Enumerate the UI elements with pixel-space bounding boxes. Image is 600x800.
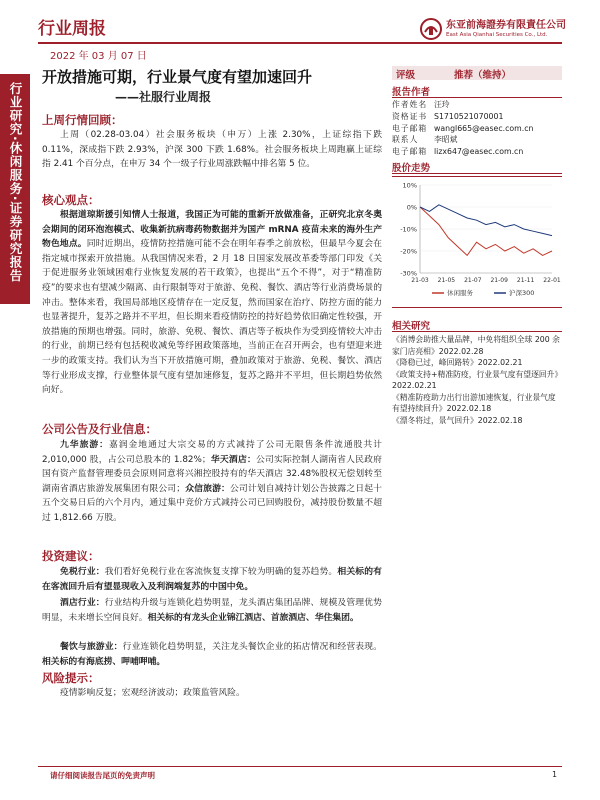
advice-item-text: 行业结构升级与连锁化趋势明显，龙头酒店集团品牌、规模及管理优势明显，未来增长空间良好。 — [42, 598, 382, 623]
related-item[interactable]: 《精准防疫助力出行出游加速恢复，行业景气度有望持续回升》2022.02.18 — [392, 392, 556, 413]
chart-heading: 股价走势 — [392, 160, 562, 174]
analyst-email[interactable]: wangl665@easec.com.cn — [434, 123, 534, 133]
report-date: 2022 年 03 月 07 日 — [50, 51, 147, 62]
news-item-name: 华天酒店： — [210, 454, 256, 465]
chart-series-line — [420, 205, 552, 236]
analyst-value: 汪玲 — [434, 100, 450, 109]
advice-duty-free — [42, 565, 382, 594]
chart-xtick-label: 21-03 — [411, 277, 429, 284]
report-type-label: 行业周报 — [38, 19, 106, 39]
rating-bar — [392, 66, 562, 80]
sidebar-text: 行业研究·休闲服务·证券研究报告 — [8, 82, 23, 283]
advice-item-targets: 相关标的有龙头企业锦江酒店、首旅酒店、华住集团。 — [147, 612, 359, 623]
news-paragraph — [42, 438, 382, 526]
review-paragraph: 上周（02.28-03.04）社会服务板块（申万）上涨 2.30%，上证综指下跌 0.11%，深成指下跌 2.93%，沪深 300 下跌 1.68%。社会服务板块上周跑赢上证综指 2.41 个百分点，在申万 34 个一级子行业周涨跌幅中排名第 5 位。 — [42, 130, 382, 170]
related-item[interactable]: 《漂冬将过，景气回升》2022.02.18 — [392, 415, 523, 425]
chart-xtick-label: 21-11 — [516, 277, 535, 284]
advice-catering-tourism — [42, 640, 382, 669]
related-item[interactable]: 《降稳已过，峰回路转》2022.02.21 — [392, 358, 523, 367]
analyst-row — [392, 123, 562, 135]
analyst-key: 联系人 — [392, 135, 419, 145]
disclaimer-note: 请仔细阅读报告尾页的免责声明 — [50, 771, 155, 780]
analyst-key: 资格证书 — [392, 111, 428, 121]
chart-ytick-label: -20% — [400, 247, 417, 256]
risk-heading: 风险提示： — [42, 671, 100, 685]
analyst-row — [392, 111, 562, 123]
chart-ytick-label: -30% — [400, 269, 417, 278]
related-heading: 相关研究 — [392, 318, 562, 332]
analyst-row — [392, 99, 562, 111]
related-item[interactable]: 《政策支持+精准防疫，行业景气度有望逐回升》2022.02.21 — [392, 369, 559, 390]
report-subtitle: ——社服行业周报 — [115, 90, 212, 104]
news-item-text: 公司计划自减持计划公告披露之日起十五个交易日后的六个月内，通过集中竞价方式减持公司已回购股份，减持股份数量不超过 1,812.66 万股。 — [42, 483, 382, 523]
analyst-key: 电子邮箱 — [392, 147, 428, 157]
news-item-name: 九华旅游： — [60, 440, 109, 450]
stock-chart-box — [392, 176, 562, 308]
logo-chinese-name: 东亚前海證券有限責任公司 — [446, 19, 566, 31]
logo-mark-icon — [420, 18, 442, 40]
rating-label: 评级 — [396, 70, 416, 81]
advice-item-text: 我们看好免税行业在客流恢复支撑下较为明确的复苏趋势。 — [104, 567, 338, 577]
news-item-text: 嘉润金地通过大宗交易的方式减持了公司无限售条件流通股共计 2,010,000 股，占公司总股本的 1.82%； — [42, 440, 382, 465]
advice-item-name: 酒店行业： — [60, 598, 105, 608]
advice-item-name: 免税行业： — [60, 567, 105, 577]
chart-xtick-label: 22-01 — [543, 277, 561, 284]
chart-ytick-label: 0% — [406, 203, 417, 212]
page-number: 1 — [552, 770, 558, 779]
advice-item-text: 行业连锁化趋势明显，关注龙头餐饮企业的拓店情况和经营表现。 — [122, 642, 382, 652]
analyst-value: 李昭斌 — [434, 135, 458, 145]
core-view-paragraph — [42, 208, 382, 398]
advice-item-targets: 相关标的有在客流回升后有望显现收入及利润端复苏的中国中免。 — [42, 567, 382, 592]
advice-hotel — [42, 596, 382, 625]
news-heading: 公司公告及行业信息： — [42, 422, 157, 436]
category-sidebar — [0, 74, 30, 304]
core-view-highlight: 根据道琼斯援引知情人士报道，我国正为可能的重新开放做准备，正研究北京冬奥会期间的闭环泡泡模式、收集新抗病毒药物数据并为国产 mRNA 疫苗未来的海外生产物色地点。 — [42, 210, 382, 250]
chart-legend-label: 沪深300 — [509, 289, 535, 297]
stock-price-chart — [392, 177, 562, 305]
logo-english-name: East Asia Qianhai Securities Co., Ltd. — [446, 31, 548, 38]
analyst-row — [392, 146, 562, 158]
advice-item-targets: 相关标的有海底捞、呷哺呷哺。 — [42, 656, 166, 667]
analyst-heading: 报告作者 — [392, 84, 562, 98]
footer-divider — [38, 766, 562, 767]
chart-xtick-label: 21-09 — [490, 277, 508, 284]
news-item-text: 公司实际控制人湖南省人民政府国有资产监督管理委员会原则同意将兴湘控股持有的华天酒店 32.48%股权无偿划转至湖南省酒店旅游发展集团有限公司； — [42, 454, 382, 494]
core-view-heading: 核心观点： — [42, 193, 100, 207]
analyst-email[interactable]: lizx647@easec.com.cn — [434, 147, 524, 157]
analyst-value: S1710521070001 — [434, 111, 504, 121]
advice-heading: 投资建议： — [42, 549, 100, 563]
analyst-key: 作者姓名 — [392, 100, 428, 109]
analyst-info — [392, 99, 562, 158]
chart-xtick-label: 21-05 — [437, 277, 456, 284]
risk-paragraph: 疫情影响反复；宏观经济波动；政策监管风险。 — [60, 688, 245, 698]
analyst-key: 电子邮箱 — [392, 123, 428, 133]
analyst-row — [392, 134, 562, 146]
company-logo — [420, 18, 566, 40]
related-list — [392, 334, 562, 426]
advice-item-name: 餐饮与旅游业： — [60, 642, 123, 652]
chart-legend-label: 休闲服务 — [447, 289, 473, 297]
report-title: 开放措施可期，行业景气度有望加速回升 — [42, 68, 313, 86]
review-heading: 上周行情回顾： — [42, 113, 123, 127]
news-item-name: 众信旅游： — [185, 483, 230, 494]
core-view-body: 同时近期出，疫情防控措施可能不会在明年春季之前放松，但最早今夏会在指定城市探索开放措施。从我国情况来看，2 月 18 日国家发展改革委等部门印发《关于促进服务业领域困难行业恢复发展的若干政策》，也提出“五个不得”，对于“精准防疫”的要求也有望减少隔离、由行限制等对于旅游、免税、餐饮、酒店等行业消费场景的冲击。整体来看，我国局部地区疫情存在一定反复，然而国家在治疗、防控方面的能力也显著提升，复苏之路并不平坦，但长期来看疫情防控的持好趋势依旧确定性较强，开放措施的预期也增强。同时，旅游、免税、餐饮、酒店等子板块作为受到疫情较大冲击的行业，前期已经有包括税收减免等纾困政策落地，当前正在召开两会，也有望迎来进一步的政策支持。我们认为当下开放措施可期，叠加政策对于旅游、免税、餐饮、酒店等行业形成支撑，行业整体景气度有望加速修复，复苏之路并不平坦，但长期趋势依然向好。 — [42, 239, 382, 396]
related-item[interactable]: 《消博会助推大量品牌，中免将组织全球 200 余家门店亮相》2022.02.28 — [392, 335, 560, 356]
header-divider — [38, 42, 562, 44]
chart-ytick-label: 10% — [402, 181, 417, 190]
chart-ytick-label: -10% — [400, 225, 417, 234]
chart-xtick-label: 21-07 — [464, 277, 482, 284]
rating-value: 推荐（维持） — [454, 70, 512, 81]
